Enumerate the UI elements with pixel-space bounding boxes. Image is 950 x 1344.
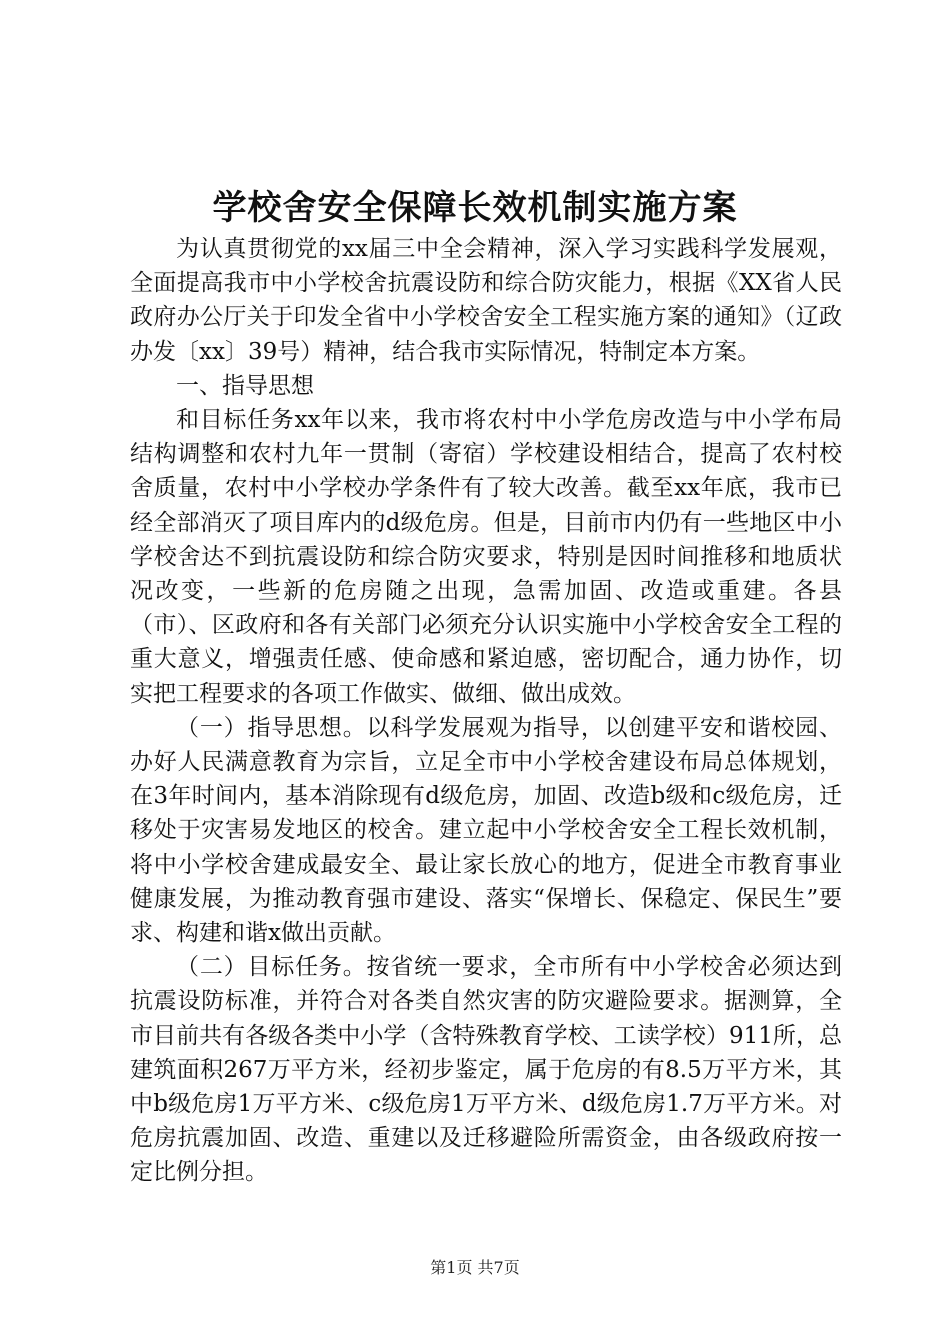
target-tasks-paragraph: （二）目标任务。按省统一要求，全市所有中小学校舍必须达到抗震设防标准，并符合对各类自然灾害的防灾避险要求。据测算，全市目前共有各级各类中小学（含特殊教育学校、工读学校）911所，总建筑面积267万平方米，经初步鉴定，属于危房的有8.5万平方米，其中b级危房1万平方米、c级危房1万平方米、d级危房1.7万平方米。对危房抗震加固、改造、重建以及迁移避险所需资金，由各级政府按一定比例分担。 bbox=[130, 954, 842, 1186]
document-body bbox=[130, 232, 842, 1190]
background-paragraph: 和目标任务xx年以来，我市将农村中小学危房改造与中小学布局结构调整和农村九年一贯制（寄宿）学校建设相结合，提高了农村校舍质量，农村中小学校办学条件有了较大改善。截至xx年底，我市已经全部消灭了项目库内的d级危房。但是，目前市内仍有一些地区中小学校舍达不到抗震设防和综合防灾要求，特别是因时间推移和地质状况改变，一些新的危房随之出现，急需加固、改造或重建。各县（市）、区政府和各有关部门必须充分认识实施中小学校舍安全工程的重大意义，增强责任感、使命感和紧迫感，密切配合，通力协作，切实把工程要求的各项工作做实、做细、做出成效。 bbox=[130, 407, 842, 707]
page-number-footer: 第1页 共7页 bbox=[430, 1258, 520, 1277]
intro-paragraph: 为认真贯彻党的xx届三中全会精神，深入学习实践科学发展观，全面提高我市中小学校舍抗震设防和综合防灾能力，根据《XX省人民政府办公厅关于印发全省中小学校舍安全工程实施方案的通知》（辽政办发〔xx〕39号）精神，结合我市实际情况，特制定本方案。 bbox=[130, 236, 842, 365]
section-heading-guiding-ideology: 一、指导思想 bbox=[176, 372, 314, 399]
guiding-ideology-paragraph: （一）指导思想。以科学发展观为指导，以创建平安和谐校园、办好人民满意教育为宗旨，立足全市中小学校舍建设布局总体规划，在3年时间内，基本消除现有d级危房，加固、改造b级和c级危房，迁移处于灾害易发地区的校舍。建立起中小学校舍安全工程长效机制，将中小学校舍建成最安全、最让家长放心的地方，促进全市教育事业健康发展，为推动教育强市建设、落实“保增长、保稳定、保民生”要求、构建和谐x做出贡献。 bbox=[130, 714, 842, 947]
document-title: 学校舍安全保障长效机制实施方案 bbox=[212, 188, 738, 228]
